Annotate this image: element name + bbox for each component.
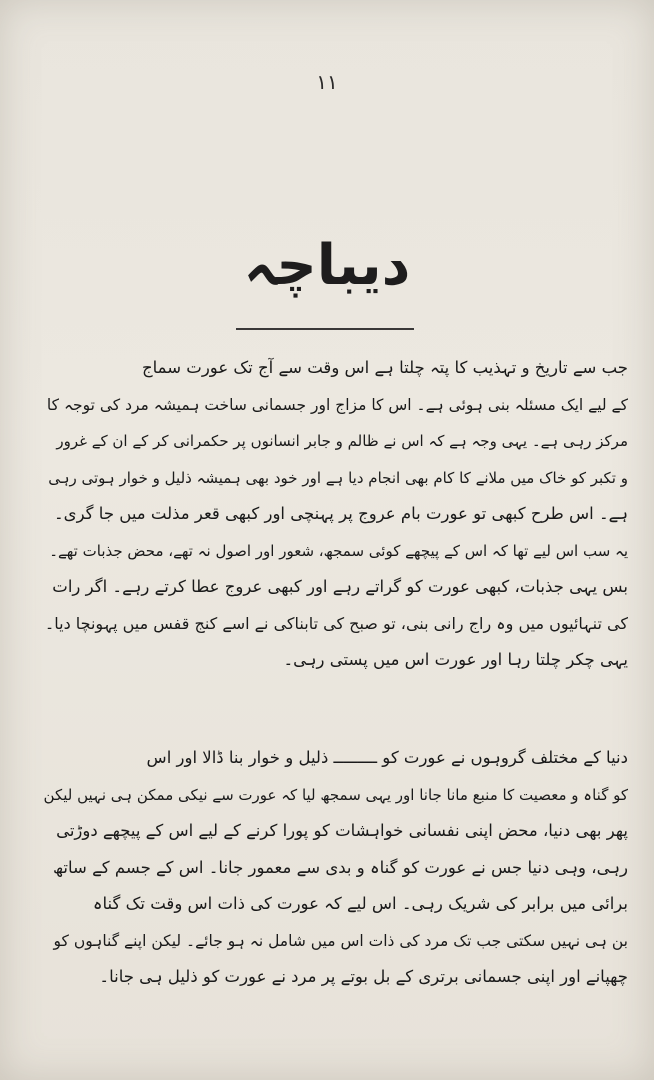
text-line: بس یہی جذبات، کبھی عورت کو گراتے رہے اور کبھی عروج عطا کرتے رہے۔ اگر رات xyxy=(52,577,628,596)
text-line: پھر بھی دنیا، محض اپنی نفسانی خواہشات کو پورا کرنے کے لیے اس کے پیچھے دوڑتی xyxy=(56,821,628,840)
text-line: دنیا کے مختلف گروہوں نے عورت کو ـــــــــ ذلیل و خوار بنا ڈالا اور اس xyxy=(146,748,628,767)
paragraph-2 xyxy=(38,740,628,996)
text-line: کی تنہائیوں میں وہ راج رانی بنی، تو صبح کی تابناکی نے اسے کنج قفس میں پہونچا دیا۔ xyxy=(44,613,628,633)
text-line: جب سے تاریخ و تہذیب کا پتہ چلتا ہے اس وقت سے آج تک عورت سماج xyxy=(142,358,628,377)
text-line: یہ سب اس لیے تھا کہ اس کے پیچھے کوئی سمجھ، شعور اور اصول نہ تھے، محض جذبات تھے۔ xyxy=(49,541,628,560)
text-line: یہی چکر چلتا رہا اور عورت اس میں پستی رہی۔ xyxy=(283,650,628,669)
text-line: چھپانے اور اپنی جسمانی برتری کے بل بوتے پر مرد نے عورت کو ذلیل ہی جانا۔ xyxy=(99,967,628,986)
text-line: برائی میں برابر کی شریک رہی۔ اس لیے کہ عورت کی ذات اس وقت تک گناہ xyxy=(92,894,628,913)
text-line: ہے۔ اس طرح کبھی تو عورت بام عروج پر پہنچی اور کبھی قعر مذلت میں جا گری۔ xyxy=(54,504,628,523)
text-line: رہی، وہی دنیا جس نے عورت کو گناہ و بدی سے معمور جانا۔ اس کے جسم کے ساتھ xyxy=(52,857,628,877)
page-title: دیباچہ xyxy=(243,233,411,298)
page-number: ۱۱ xyxy=(316,70,338,94)
text-line: مرکز رہی ہے۔ یہی وجہ ہے کہ اس نے ظالم و جابر انسانوں پر حکمرانی کر کے ان کے غرور xyxy=(56,432,628,450)
paragraph-1 xyxy=(38,350,628,679)
text-line: و تکبر کو خاک میں ملانے کا کام بھی انجام دیا ہے اور خود بھی ہمیشہ ذلیل و خوار ہوتی رہی xyxy=(48,468,628,487)
text-line: بن ہی نہیں سکتی جب تک مرد کی ذات اس میں شامل نہ ہو جائے۔ لیکن اپنے گناہوں کو xyxy=(53,931,628,950)
heading-underline xyxy=(236,328,414,330)
text-line: کو گناہ و معصیت کا منبع مانا جانا اور یہی سمجھ لیا کہ عورت سے نیکی ممکن ہی نہیں لیکن xyxy=(43,785,628,804)
text-line: کے لیے ایک مسئلہ بنی ہوئی ہے۔ اس کا مزاج اور جسمانی ساخت ہمیشہ مرد کی توجہ کا xyxy=(46,395,628,414)
